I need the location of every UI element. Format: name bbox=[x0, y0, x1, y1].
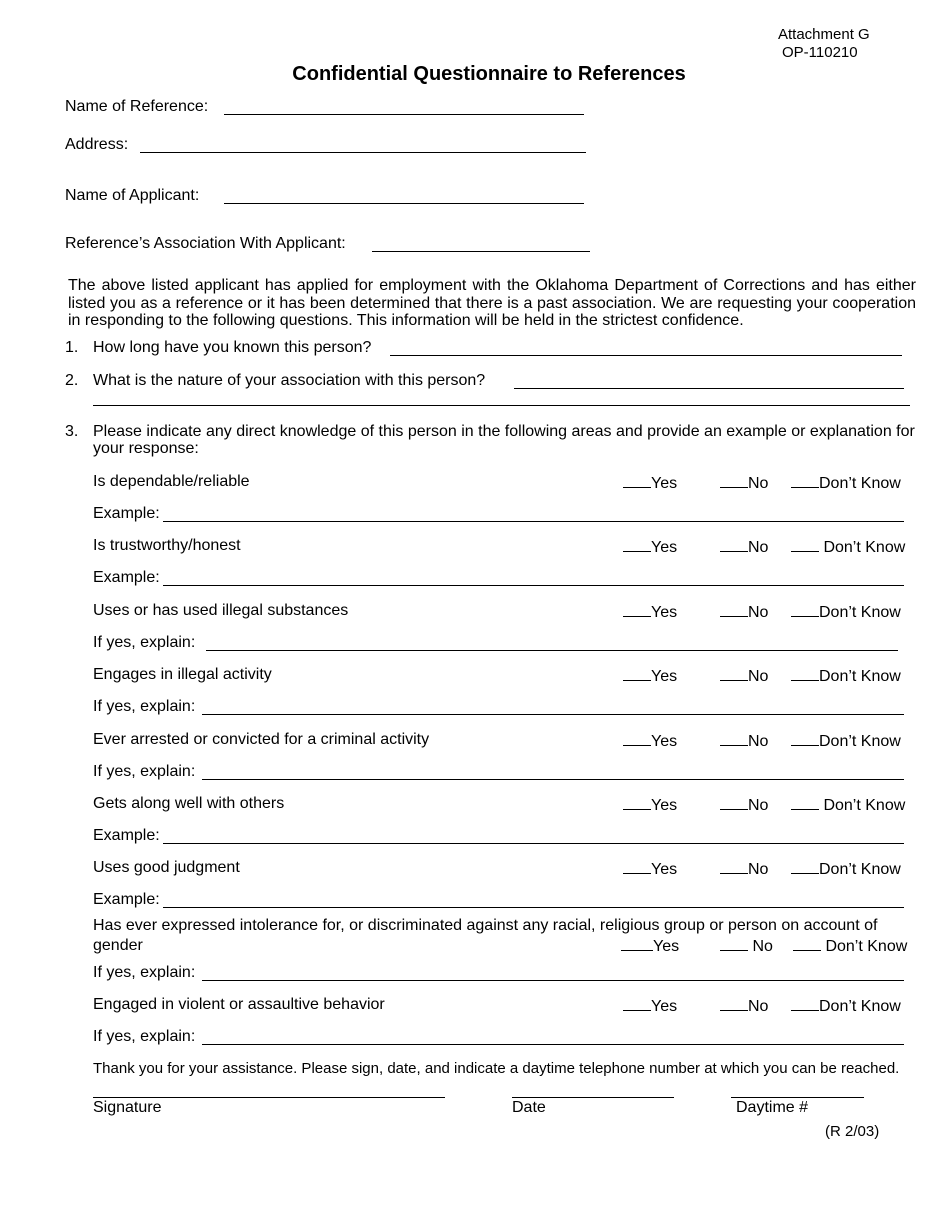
name-of-applicant-line[interactable] bbox=[224, 203, 584, 204]
area-9-yes-text: Yes bbox=[651, 998, 678, 1015]
area-2-yes[interactable] bbox=[623, 537, 677, 557]
area-9-dont-know-text: Don’t Know bbox=[819, 998, 901, 1015]
area-6-no-text: No bbox=[748, 797, 769, 814]
area-9-follow-line[interactable] bbox=[202, 1044, 904, 1045]
area-4-yes[interactable] bbox=[623, 666, 677, 686]
address-label: Address: bbox=[65, 136, 129, 153]
question-2-answer-line-2[interactable] bbox=[93, 405, 910, 406]
daytime-phone-line[interactable] bbox=[731, 1097, 864, 1098]
area-1-dont-know[interactable] bbox=[791, 473, 901, 493]
area-2-follow-label: Example: bbox=[93, 569, 160, 586]
area-4-yes-text: Yes bbox=[651, 668, 678, 685]
question-1-answer-line[interactable] bbox=[390, 355, 902, 356]
area-8-dont-know-text: Don’t Know bbox=[825, 938, 908, 955]
area-1-no-text: No bbox=[748, 475, 769, 492]
area-7-label: Uses good judgment bbox=[93, 859, 240, 876]
area-9-follow-label: If yes, explain: bbox=[93, 1028, 196, 1045]
question-3-number: 3. bbox=[65, 423, 79, 440]
area-6-yes-text: Yes bbox=[651, 797, 678, 814]
question-1-number: 1. bbox=[65, 339, 79, 356]
question-2-number: 2. bbox=[65, 372, 79, 389]
daytime-label: Daytime # bbox=[736, 1099, 809, 1116]
area-4-dont-know-text: Don’t Know bbox=[819, 668, 901, 685]
area-2-no-text: No bbox=[748, 539, 769, 556]
area-8-label: Has ever expressed intolerance for, or discriminated against any racial, religious group or person on account of gender bbox=[93, 917, 878, 954]
area-1-yes-text: Yes bbox=[651, 475, 678, 492]
area-7-follow-line[interactable] bbox=[163, 907, 904, 908]
page-title: Confidential Questionnaire to References bbox=[292, 63, 686, 85]
area-9-yes[interactable] bbox=[623, 996, 677, 1016]
area-5-yes[interactable] bbox=[623, 731, 677, 751]
area-6-yes[interactable] bbox=[623, 795, 677, 815]
area-9-no[interactable] bbox=[720, 996, 768, 1016]
association-label: Reference’s Association With Applicant: bbox=[65, 235, 346, 252]
area-3-follow-line[interactable] bbox=[206, 650, 898, 651]
area-3-yes[interactable] bbox=[623, 602, 677, 622]
area-8-no-text: No bbox=[752, 938, 773, 955]
address-line[interactable] bbox=[140, 152, 586, 153]
question-1-text: How long have you known this person? bbox=[93, 339, 372, 356]
area-8-yes-text: Yes bbox=[653, 938, 680, 955]
revision-code: (R 2/03) bbox=[825, 1123, 880, 1140]
area-1-follow-label: Example: bbox=[93, 505, 160, 522]
area-5-dont-know-text: Don’t Know bbox=[819, 733, 901, 750]
area-4-follow-label: If yes, explain: bbox=[93, 698, 196, 715]
area-8-no[interactable] bbox=[720, 936, 773, 956]
area-5-label: Ever arrested or convicted for a criminal activity bbox=[93, 731, 430, 748]
area-2-label: Is trustworthy/honest bbox=[93, 537, 241, 554]
area-5-follow-line[interactable] bbox=[202, 779, 904, 780]
area-1-dont-know-text: Don’t Know bbox=[819, 475, 901, 492]
area-6-label: Gets along well with others bbox=[93, 795, 285, 812]
area-2-dont-know[interactable] bbox=[791, 537, 905, 557]
question-3-text: Please indicate any direct knowledge of this person in the following areas and provide an example or explanation for your response: bbox=[93, 423, 915, 457]
name-of-reference-label: Name of Reference: bbox=[65, 98, 209, 115]
intro-paragraph: The above listed applicant has applied for employment with the Oklahoma Department of Corrections and has either listed you as a reference or it has been determined that there is a past association. We are requesting your cooperation in responding to the following questions. This information will be held in the strictest confidence. bbox=[68, 277, 916, 329]
attachment-label: Attachment G bbox=[778, 26, 870, 43]
area-3-yes-text: Yes bbox=[651, 604, 678, 621]
area-5-no[interactable] bbox=[720, 731, 768, 751]
area-6-no[interactable] bbox=[720, 795, 768, 815]
area-9-dont-know[interactable] bbox=[791, 996, 901, 1016]
area-5-yes-text: Yes bbox=[651, 733, 678, 750]
area-5-follow-label: If yes, explain: bbox=[93, 763, 196, 780]
area-2-yes-text: Yes bbox=[651, 539, 678, 556]
area-9-label: Engaged in violent or assaultive behavior bbox=[93, 996, 385, 1013]
signature-line[interactable] bbox=[93, 1097, 445, 1098]
area-4-no[interactable] bbox=[720, 666, 768, 686]
area-6-dont-know-text: Don’t Know bbox=[823, 797, 906, 814]
area-4-no-text: No bbox=[748, 668, 769, 685]
area-1-no[interactable] bbox=[720, 473, 768, 493]
area-7-no-text: No bbox=[748, 861, 769, 878]
area-3-dont-know-text: Don’t Know bbox=[819, 604, 901, 621]
area-4-follow-line[interactable] bbox=[202, 714, 904, 715]
name-of-applicant-label: Name of Applicant: bbox=[65, 187, 200, 204]
signature-label: Signature bbox=[93, 1099, 162, 1116]
question-2-text: What is the nature of your association with this person? bbox=[93, 372, 486, 389]
area-6-follow-line[interactable] bbox=[163, 843, 904, 844]
area-5-no-text: No bbox=[748, 733, 769, 750]
date-line[interactable] bbox=[512, 1097, 674, 1098]
area-8-follow-label: If yes, explain: bbox=[93, 964, 196, 981]
area-1-label: Is dependable/reliable bbox=[93, 473, 250, 490]
area-7-yes[interactable] bbox=[623, 859, 677, 879]
area-2-no[interactable] bbox=[720, 537, 768, 557]
area-4-dont-know[interactable] bbox=[791, 666, 901, 686]
area-7-no[interactable] bbox=[720, 859, 768, 879]
area-5-dont-know[interactable] bbox=[791, 731, 901, 751]
area-3-follow-label: If yes, explain: bbox=[93, 634, 196, 651]
name-of-reference-line[interactable] bbox=[224, 114, 584, 115]
area-3-label: Uses or has used illegal substances bbox=[93, 602, 349, 619]
area-1-yes[interactable] bbox=[623, 473, 677, 493]
area-2-dont-know-text: Don’t Know bbox=[823, 539, 906, 556]
op-number: OP-110210 bbox=[782, 44, 858, 61]
area-7-follow-label: Example: bbox=[93, 891, 160, 908]
area-7-yes-text: Yes bbox=[651, 861, 678, 878]
area-4-label: Engages in illegal activity bbox=[93, 666, 272, 683]
thank-you-note: Thank you for your assistance. Please sign, date, and indicate a daytime telephone number at which you can be reached. bbox=[93, 1060, 900, 1077]
date-label: Date bbox=[512, 1099, 546, 1116]
area-6-dont-know[interactable] bbox=[791, 795, 905, 815]
association-line[interactable] bbox=[372, 251, 590, 252]
area-3-no-text: No bbox=[748, 604, 769, 621]
question-2-answer-line[interactable] bbox=[514, 388, 904, 389]
area-1-follow-line[interactable] bbox=[163, 521, 904, 522]
area-8-yes[interactable] bbox=[621, 936, 679, 956]
area-7-dont-know-text: Don’t Know bbox=[819, 861, 901, 878]
area-6-follow-label: Example: bbox=[93, 827, 160, 844]
area-2-follow-line[interactable] bbox=[163, 585, 904, 586]
area-8-dont-know[interactable] bbox=[793, 936, 907, 956]
area-7-dont-know[interactable] bbox=[791, 859, 901, 879]
area-3-no[interactable] bbox=[720, 602, 768, 622]
area-3-dont-know[interactable] bbox=[791, 602, 901, 622]
area-9-no-text: No bbox=[748, 998, 769, 1015]
area-8-follow-line[interactable] bbox=[202, 980, 904, 981]
